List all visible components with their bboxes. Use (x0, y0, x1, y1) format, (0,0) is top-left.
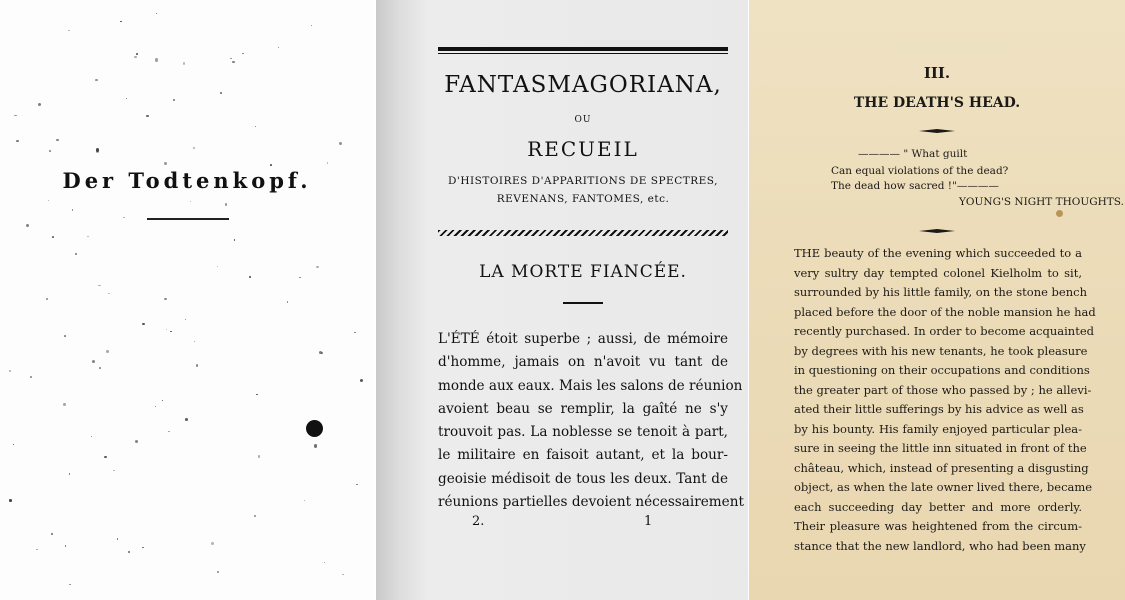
paper-speck (225, 203, 228, 206)
body-line: ated their little sufferings by his advice as well as (794, 402, 1084, 416)
paper-speck (117, 538, 119, 540)
paper-speck (217, 266, 218, 267)
paper-speck (95, 79, 98, 81)
paper-speck (48, 200, 49, 201)
paper-speck (164, 298, 167, 300)
body-line: surrounded by his little family, on the stone bench (794, 285, 1087, 299)
paper-speck (106, 350, 109, 353)
header-thick-rule (438, 47, 728, 51)
paper-speck (56, 139, 59, 142)
ornament-top (919, 129, 955, 133)
paper-speck (339, 142, 342, 145)
page-fantasmagoriana (376, 0, 748, 600)
paper-speck (193, 147, 195, 148)
paper-speck (156, 13, 157, 14)
body-line: in questioning on their occupations and conditions (794, 363, 1090, 377)
paper-speck (13, 444, 14, 445)
paper-speck (190, 201, 192, 202)
paper-speck (63, 403, 66, 406)
paper-speck (249, 276, 251, 278)
paper-speck (87, 236, 88, 237)
paper-speck (166, 329, 167, 330)
paper-speck (75, 253, 77, 255)
epigraph-line: Can equal violations of the dead? (831, 165, 1009, 177)
body-line: L'ÉTÉ étoit superbe ; aussi, de mémoire (438, 331, 728, 347)
paper-speck (342, 574, 343, 575)
paper-speck (49, 150, 51, 152)
paper-speck (270, 164, 272, 166)
paper-speck (113, 470, 115, 471)
body-line: the greater part of those who passed by ; he allevi- (794, 382, 1092, 397)
chapter-number: III. (923, 64, 951, 82)
paper-speck (316, 266, 319, 269)
body-line: sure in seeing the little inn situated in front of the (794, 441, 1087, 455)
paper-speck (14, 115, 16, 116)
paper-speck (108, 293, 110, 294)
paper-speck (134, 56, 137, 58)
body-line: le militaire en faisoit autant, et la bour- (438, 447, 728, 464)
signature-mark: 2. (472, 514, 485, 529)
paper-speck (104, 456, 107, 458)
paper-speck (194, 341, 196, 342)
paper-speck (255, 126, 256, 128)
paper-speck (242, 53, 244, 55)
body-line: THE beauty of the evening which succeeded to a (794, 246, 1082, 260)
paper-speck (211, 542, 214, 545)
paper-speck (98, 285, 100, 287)
paper-speck (128, 551, 130, 553)
body-line: Their pleasure was heightened from the circum- (794, 519, 1082, 533)
body-line: monde aux eaux. Mais les salons de réunion (438, 377, 743, 394)
paper-speck (304, 500, 305, 501)
paper-speck (168, 431, 170, 432)
body-text (438, 328, 744, 514)
paper-speck (65, 545, 67, 546)
paper-speck (69, 584, 71, 586)
paper-speck (136, 53, 138, 55)
paper-speck (135, 440, 138, 443)
body-line: recently purchased. In order to become acquainted (794, 324, 1094, 338)
paper-speck (26, 224, 29, 227)
paper-speck (356, 484, 358, 485)
body-line: d'homme, jamais on n'avoit vu tant de (438, 354, 728, 371)
page-title: Der Todtenkopf. (62, 168, 312, 193)
body-line: trouvoit pas. La noblesse se tenoit à part, (438, 424, 728, 441)
paper-speck (258, 455, 261, 457)
ink-blot (306, 420, 323, 437)
paper-speck (232, 61, 234, 63)
body-text (794, 244, 1096, 556)
ornamental-rule (438, 230, 728, 236)
paper-speck (142, 323, 144, 325)
paper-speck (155, 58, 158, 61)
paper-speck (38, 103, 41, 106)
paper-speck (72, 209, 74, 211)
paper-speck (278, 47, 279, 48)
paper-speck (68, 30, 70, 32)
paper-speck (69, 473, 71, 475)
body-line: geoisie médisoit de tous les deux. Tant de (438, 470, 728, 487)
body-line: réunions partielles devoient nécessairement (438, 494, 744, 511)
paper-speck (164, 162, 167, 164)
paper-speck (123, 217, 125, 218)
paper-speck (91, 436, 93, 437)
epigraph-line: ———— " What guilt (858, 148, 968, 160)
page-number: 1 (644, 514, 653, 529)
paper-speck (92, 360, 95, 363)
body-line: avoient beau se remplir, la gaîté ne s'y (438, 400, 728, 417)
paper-speck (185, 319, 186, 320)
page-der-todtenkopf (0, 0, 374, 600)
paper-speck (120, 21, 121, 22)
page-deaths-head (749, 0, 1125, 600)
paper-speck (126, 98, 128, 99)
paper-speck (311, 25, 312, 26)
paper-speck (287, 301, 289, 303)
book-subtitle-line-2: REVENANS, FANTOMES, etc. (496, 193, 670, 205)
chapter-title: LA MORTE FIANCÉE. (479, 262, 687, 282)
paper-speck (230, 58, 231, 59)
paper-speck (16, 140, 19, 142)
book-subtitle-line-1: D'HISTOIRES D'APPARITIONS DE SPECTRES, (448, 175, 718, 187)
epigraph-attribution: YOUNG'S NIGHT THOUGHTS. (959, 196, 1124, 208)
paper-speck (30, 376, 32, 378)
paper-speck (299, 277, 301, 279)
epigraph-line: The dead how sacred !"———— (831, 180, 999, 192)
chapter-title: THE DEATH'S HEAD. (853, 95, 1021, 111)
paper-speck (64, 335, 66, 337)
book-subtitle-recueil: RECUEIL (527, 137, 639, 161)
body-line: château, which, instead of presenting a disgusting (794, 460, 1089, 475)
paper-speck (155, 406, 156, 407)
paper-speck (314, 444, 317, 448)
paper-speck (354, 332, 356, 333)
paper-speck (99, 367, 101, 369)
paper-speck (46, 298, 48, 300)
paper-speck (142, 547, 143, 548)
book-title-conjunction: OU (574, 115, 592, 125)
paper-speck (256, 394, 257, 395)
ornament-bottom (919, 229, 955, 233)
paper-speck (173, 99, 175, 100)
paper-speck (170, 331, 171, 332)
paper-speck (324, 562, 326, 563)
body-line: each succeeding day better and more orderly. (794, 499, 1082, 514)
paper-stain (1056, 210, 1063, 217)
paper-speck (220, 92, 222, 94)
chapter-rule (563, 302, 603, 304)
body-line: stance that the new landlord, who had been many (794, 538, 1086, 553)
paper-speck (9, 499, 12, 501)
book-title: FANTASMAGORIANA, (444, 72, 722, 98)
body-line: placed before the door of the noble mansion he had (794, 304, 1096, 319)
paper-speck (217, 571, 218, 572)
body-line: object, as when the late owner lived there, became (794, 480, 1093, 494)
paper-speck (360, 379, 363, 382)
paper-speck (254, 515, 256, 517)
paper-speck (185, 418, 188, 421)
paper-speck (36, 549, 38, 550)
title-rule (147, 218, 229, 220)
paper-speck (162, 400, 163, 401)
paper-speck (327, 162, 328, 163)
paper-speck (9, 370, 11, 372)
paper-speck (196, 364, 199, 366)
paper-speck (52, 236, 54, 238)
paper-speck (146, 115, 148, 116)
paper-speck (319, 351, 322, 354)
header-thin-rule (438, 53, 728, 54)
paper-speck (234, 239, 236, 241)
paper-speck (183, 62, 185, 64)
paper-speck (74, 186, 75, 187)
body-line: very sultry day tempted colonel Kielholm to sit, (794, 265, 1082, 280)
paper-speck (51, 533, 53, 535)
body-line: by degrees with his new tenants, he took pleasure (794, 343, 1088, 358)
body-line: by his bounty. His family enjoyed particular plea- (794, 421, 1082, 436)
